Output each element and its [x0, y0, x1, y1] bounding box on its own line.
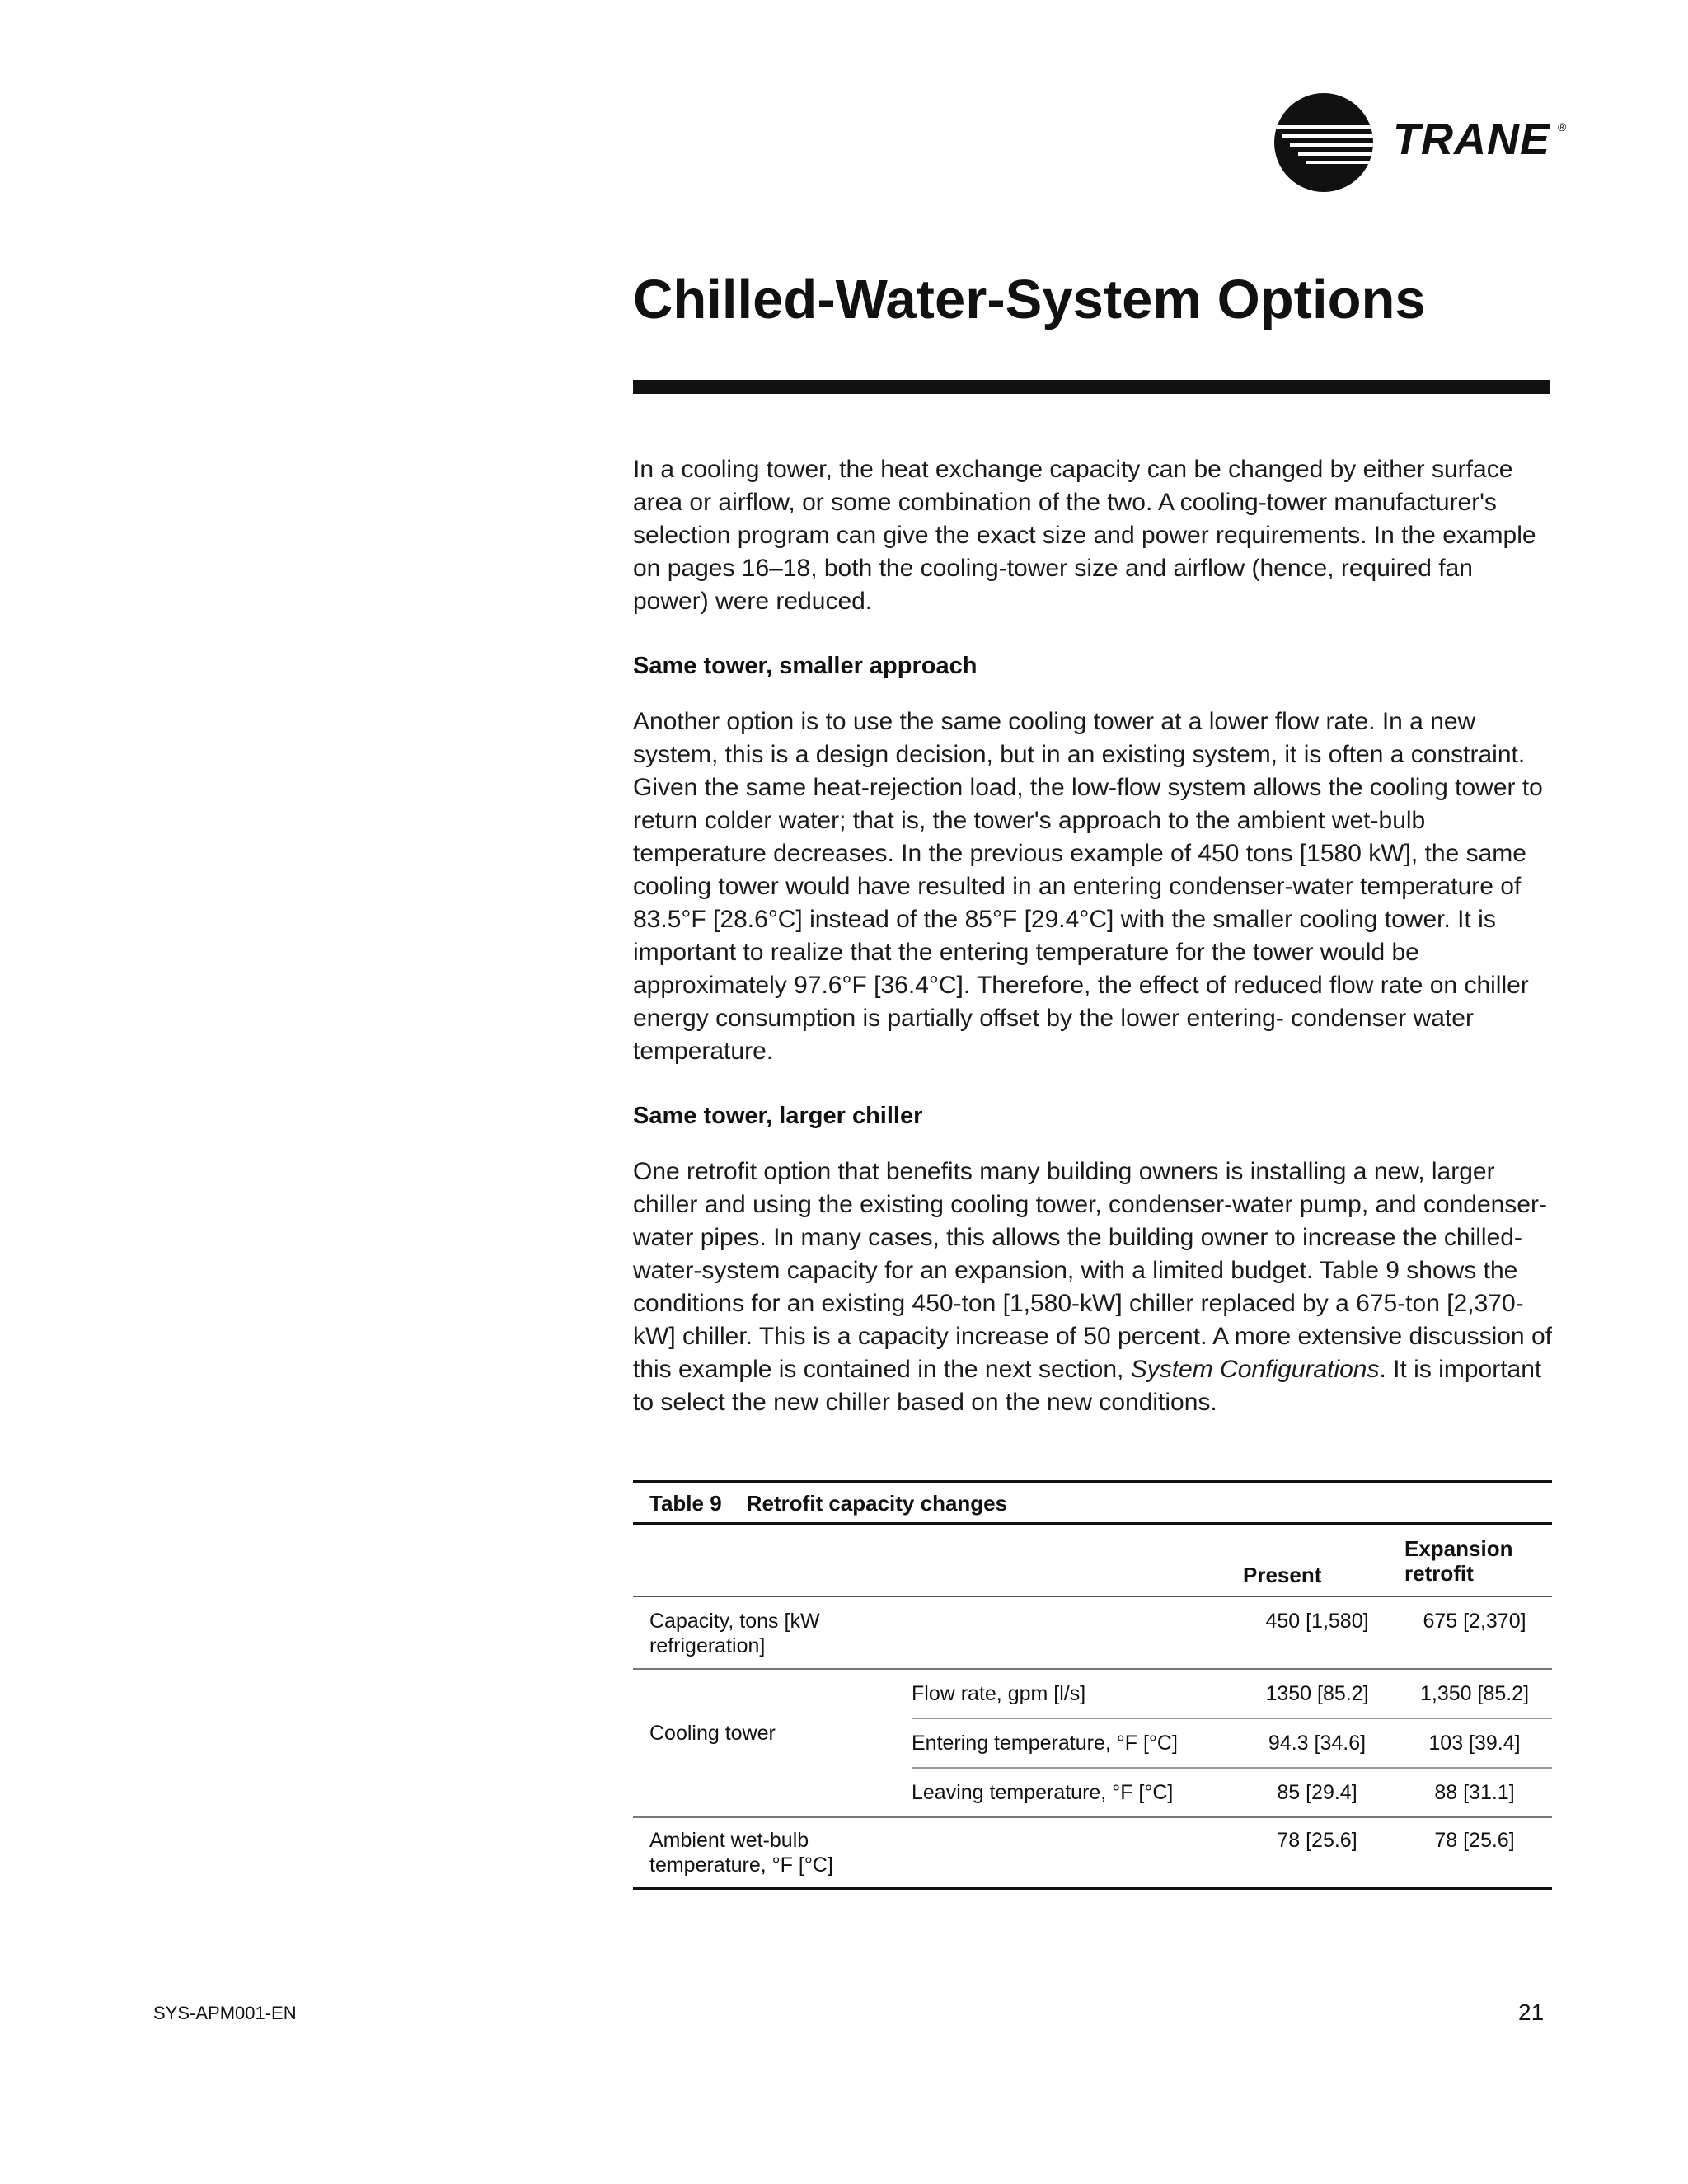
section-reference-link: System Configurations [1130, 1356, 1380, 1383]
paragraph-smaller-approach: Another option is to use the same cooling tower at a lower flow rate. In a new system, this is a design decision, but in an existing system, it is often a constraint. Given the same heat-rejection load, the low-flow system allows the cooling tower to return colder water; that is, the tower's approach to the ambient wet-bulb temperature decreases. In the previous example of 450 tons [1580 kW], the same cooling tower would have resulted in an entering condenser-water temperature of 83.5°F [28.6°C] instead of the 85°F [29.4°C] with the smaller cooling tower. It is important to realize that the entering temperature for the tower would be approximately 97.6°F [36.4°C]. Therefore, the effect of reduced flow rate on chiller energy consumption is partially offset by the lower entering- condenser water temperature. [633, 708, 1543, 1065]
table-row [912, 1769, 1552, 1816]
trane-logo-mark-icon [1273, 92, 1374, 193]
paragraph-cooling-tower-capacity: In a cooling tower, the heat exchange capacity can be changed by either surface area or airflow, or some combination of the two. A cooling-tower manufacturer's selection program can give the exact size and power requirements. In the example on pages 16–18, both the cooling-tower size and airflow (hence, required fan power) were reduced. [633, 456, 1536, 615]
table-header [633, 1525, 1552, 1597]
registered-mark: ® [1558, 120, 1567, 134]
row-label-flow-rate: Flow rate, gpm [l/s] [912, 1682, 1086, 1705]
document-id: SYS-APM001-EN [153, 2003, 297, 2023]
cell-expansion: 1,350 [85.2] [1419, 1682, 1530, 1705]
trane-logo [1273, 89, 1587, 196]
paragraph-text: One retrofit option that benefits many building owners is installing a new, larger chiller and using the existing cooling tower, condenser-water pump, and condenser-water pipes. In many cases, this allows the building owner to increase the chilled-water-system capacity for an expansion, with a limited budget. Table 9 shows the conditions for an existing 450-ton [1,580-kW] chiller replaced by a 675-ton [2,370-kW] chiller. This is a capacity increase of 50 percent. A more extensive discussion of this example is contained in the next section, [633, 1158, 1552, 1383]
cell-expansion: 78 [25.6] [1434, 1829, 1515, 1852]
trane-wordmark: TRANE [1393, 115, 1550, 164]
page-title: Chilled-Water-System Options [633, 269, 1426, 330]
cell-expansion: 103 [39.4] [1428, 1732, 1521, 1755]
title-rule [633, 380, 1550, 394]
heading-smaller-approach: Same tower, smaller approach [633, 653, 978, 679]
row-label-cooling-tower: Cooling tower [649, 1722, 776, 1745]
table-title: Retrofit capacity changes [746, 1491, 1008, 1516]
table-caption [633, 1483, 1552, 1522]
table-row [912, 1719, 1552, 1769]
heading-larger-chiller: Same tower, larger chiller [633, 1103, 923, 1129]
row-label-leaving-temperature: Leaving temperature, °F [°C] [912, 1781, 1174, 1804]
paragraph-text: . It is important to select the new chiller based on the new conditions. [633, 1356, 1542, 1416]
row-label-capacity: Capacity, tons [kW refrigeration] [649, 1610, 820, 1657]
row-label-entering-temperature: Entering temperature, °F [°C] [912, 1732, 1178, 1755]
table-number: Table 9 [649, 1491, 722, 1516]
cell-present: 1350 [85.2] [1265, 1682, 1369, 1705]
table-row [912, 1670, 1552, 1719]
cell-present: 450 [1,580] [1265, 1610, 1369, 1633]
table-row [633, 1818, 1552, 1890]
paragraph-larger-chiller [633, 1155, 1552, 1419]
table-row [633, 1597, 1552, 1670]
cell-expansion: 88 [31.1] [1434, 1781, 1515, 1804]
retrofit-capacity-table [633, 1480, 1552, 1890]
column-header-present: Present [1243, 1563, 1322, 1587]
table-row-group-cooling-tower [633, 1670, 1552, 1818]
column-header-expansion: Expansion retrofit [1404, 1536, 1513, 1586]
body-content [633, 453, 1552, 1419]
page-number: 21 [1518, 1999, 1545, 2025]
cell-present: 78 [25.6] [1277, 1829, 1357, 1852]
cell-present: 85 [29.4] [1277, 1781, 1357, 1804]
row-label-ambient-wet-bulb: Ambient wet-bulb temperature, °F [°C] [649, 1829, 833, 1877]
cell-present: 94.3 [34.6] [1268, 1732, 1367, 1755]
cell-expansion: 675 [2,370] [1423, 1610, 1526, 1633]
